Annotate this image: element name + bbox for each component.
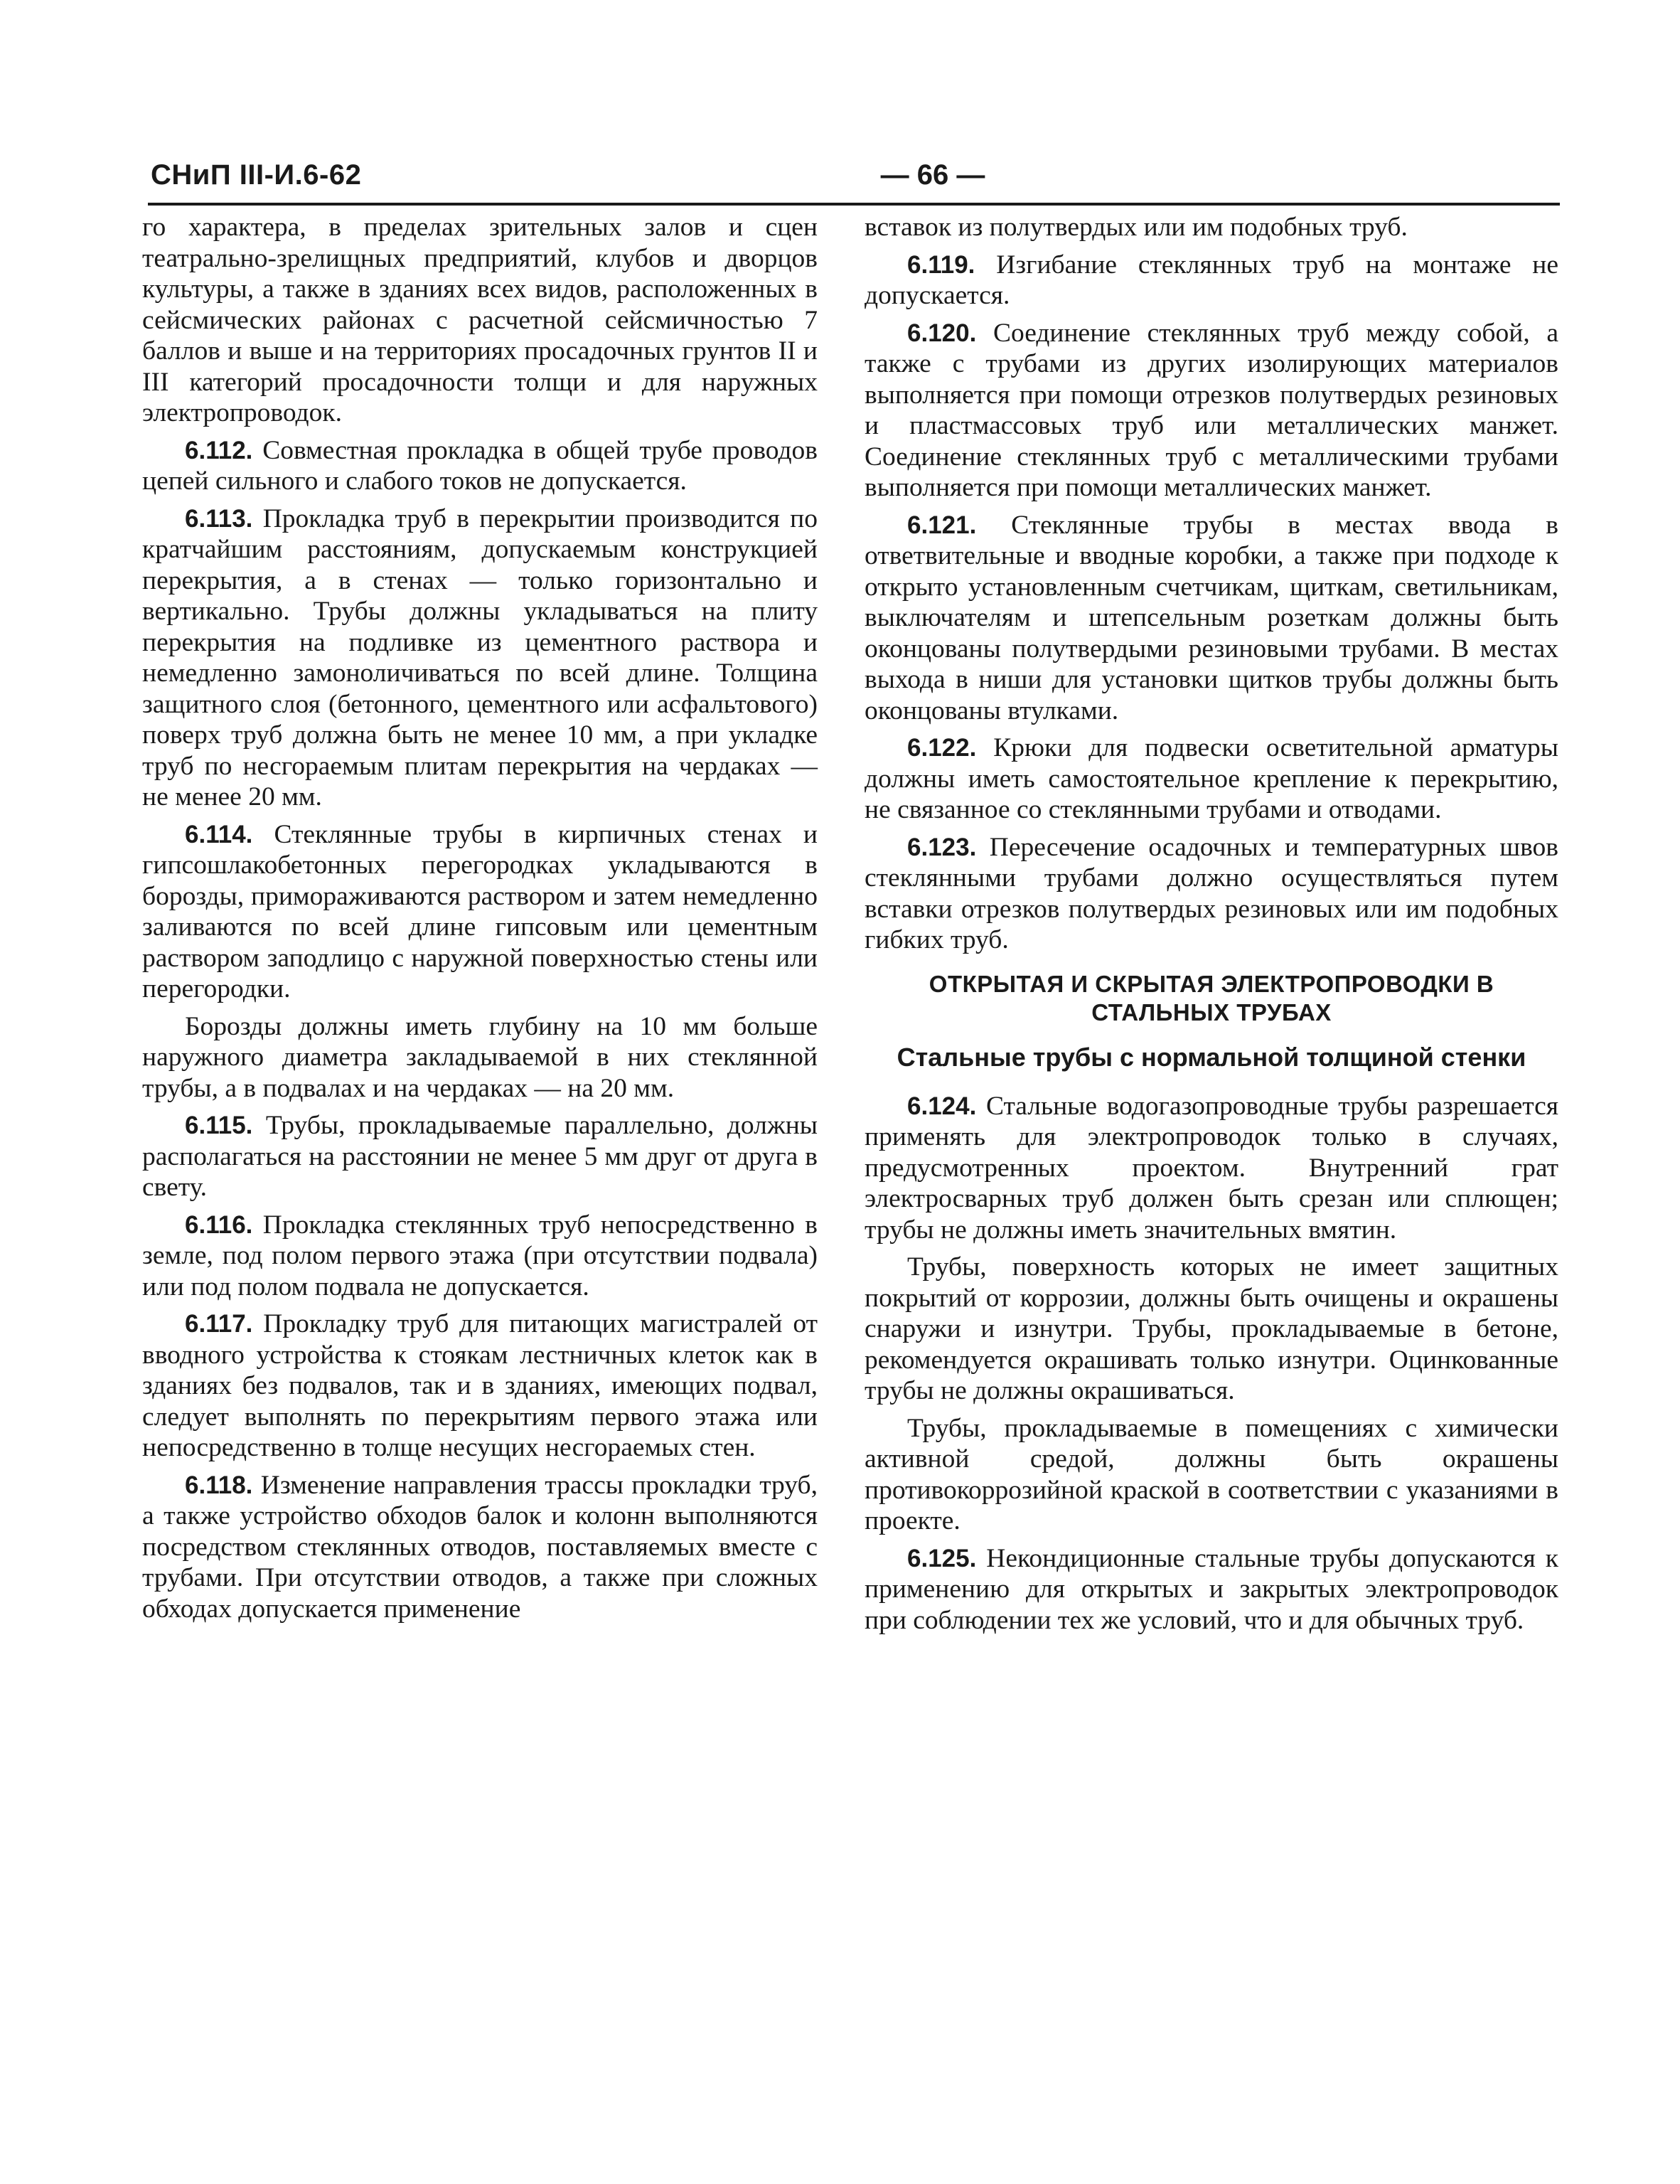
paragraph-text: го характера, в пределах зрительных залов и сцен театрально-зрелищных предприятий, клубов и дворцов культуры, а также в зданиях всех видов, расположенных в сейсмических районах с расчетной сейсмичностью 7 баллов и выше и на территориях просадочных грунтов II и III категорий просадочности толщи и для наружных электропроводок.	[142, 213, 818, 427]
clause-number: 6.120.	[907, 319, 977, 347]
section-heading: ОТКРЫТАЯ И СКРЫТАЯ ЭЛЕКТРОПРОВОДКИ В СТАЛЬНЫХ ТРУБАХ	[929, 970, 1494, 1026]
paragraph-text: Борозды должны иметь глубину на 10 мм больше наружного диаметра закладываемой в них стеклянной трубы, а в подвалах и на чердаках — на 20 мм.	[142, 1011, 818, 1103]
clause-number: 6.123.	[907, 833, 977, 861]
header-rule	[148, 203, 1560, 206]
clause-text: Некондиционные стальные трубы допускаются к применению для открытых и закрытых электропроводок при соблюдении тех же условий, что и для обычных труб.	[865, 1543, 1558, 1635]
clause-text: Трубы, прокладываемые параллельно, должны располагаться на расстоянии не менее 5 мм друг от друга в свету.	[142, 1111, 818, 1202]
paragraph-chemical	[865, 1413, 1558, 1537]
clause-6-119	[865, 250, 1558, 311]
clause-number: 6.113.	[185, 504, 253, 533]
clause-number: 6.117.	[185, 1310, 253, 1338]
clause-text: Совместная прокладка в общей трубе проводов цепей сильного и слабого токов не допускается.	[142, 435, 818, 496]
clause-6-117	[142, 1309, 818, 1464]
paragraph-text: вставок из полутвердых или им подобных труб.	[865, 213, 1408, 242]
clause-number: 6.118.	[185, 1471, 253, 1499]
clause-6-113	[142, 504, 818, 813]
clause-text: Стеклянные трубы в кирпичных стенах и гипсошлакобетонных перегородках укладываются в борозды, приморaживаются раствором и затем немедленно заливаются по всей длине гипсовым или цементным раствором заподлицо с наружной поверхностью стены или перегородки.	[142, 819, 818, 1003]
subsection-heading: Стальные трубы с нормальной толщиной стенки	[897, 1042, 1526, 1072]
paragraph-continuation	[865, 212, 1558, 243]
right-column	[865, 212, 1558, 1642]
clause-number: 6.112.	[185, 436, 253, 464]
clause-6-121	[865, 510, 1558, 727]
clause-number: 6.122.	[907, 734, 977, 762]
clause-number: 6.124.	[907, 1092, 977, 1120]
clause-number: 6.116.	[185, 1210, 253, 1239]
page-header	[151, 155, 1558, 198]
clause-6-114	[142, 819, 818, 1005]
clause-text: Пересечение осадочных и температурных швов стеклянными трубами должно осуществляться путем вставки отрезков полутвердых резиновых или им подобных гибких труб.	[865, 832, 1558, 954]
clause-text: Соединение стеклянных труб между собой, а также с трубами из других изолирующих материалов выполняется при помощи отрезков полутвердых резиновых и пластмассовых труб или металлических манжет. Соединение стеклянных труб с металлическими трубами выполняется при помощи металлических манжет.	[865, 318, 1558, 502]
paragraph-continuation	[142, 212, 818, 429]
clause-text: Стеклянные трубы в местах ввода в ответвительные и вводные коробки, а также при подходе к открыто установленным счетчикам, щиткам, светильникам, выключателям и штепсельным розеткам должны быть оконцованы полутвердыми резиновыми трубами. В местах выхода в ниши для установки щитков трубы должны быть оконцованы втулками.	[865, 510, 1559, 725]
clause-number: 6.125.	[907, 1544, 977, 1572]
paragraph-coating	[865, 1252, 1558, 1407]
paragraph-text: Трубы, прокладываемые в помещениях с химически активной средой, должны быть окрашены противокоррозийной краской в соответствии с указаниями в проекте.	[865, 1413, 1558, 1535]
paragraph-text: Трубы, поверхность которых не имеет защитных покрытий от коррозии, должны быть очищены и окрашены снаружи и изнутри. Трубы, прокладываемые в бетоне, рекомендуется окрашивать только изнутри. Оцинкованные трубы не должны окрашиваться.	[865, 1252, 1558, 1405]
clause-text: Прокладку труб для питающих магистралей от вводного устройства к стоякам лестничных клеток как в зданиях без подвалов, так и в зданиях, имеющих подвал, следует выполнять по перекрытиям первого этажа или непосредственно в толще несущих несгораемых стен.	[142, 1309, 818, 1462]
clause-text: Стальные водогазопроводные трубы разрешается применять для электропроводок только в случаях, предусмотренных проектом. Внутренний грат электросварных труб должен быть срезан или сплющен; трубы не должны иметь значительных вмятин.	[865, 1091, 1558, 1245]
clause-6-123	[865, 832, 1558, 956]
clause-number: 6.114.	[185, 820, 253, 848]
paragraph-grooves	[142, 1011, 818, 1104]
clause-6-124	[865, 1091, 1558, 1246]
clause-6-116	[142, 1210, 818, 1303]
clause-6-115	[142, 1110, 818, 1203]
left-column	[142, 212, 818, 1631]
clause-number: 6.119.	[907, 250, 975, 279]
clause-6-122	[865, 733, 1558, 826]
document-code: СНиП III-И.6-62	[151, 159, 362, 191]
clause-text: Изменение направления трассы прокладки труб, а также устройство обходов балок и колонн выполняются посредством стеклянных отводов, поставляемых вместе с трубами. При отсутствии отводов, а также при сложных обходах допускается применение	[142, 1470, 818, 1624]
clause-text: Изгибание стеклянных труб на монтаже не допускается.	[865, 250, 1559, 310]
clause-text: Прокладка труб в перекрытии производится по кратчайшим расстояниям, допускаемым конструкцией перекрытия, а в стенах — только горизонтально и вертикально. Трубы должны укладываться на плиту перекрытия на подливке из цементного раствора и немедленно замоноличиваться по всей длине. Толщина защитного слоя (бетонного, цементного или асфальтового) поверх труб должна быть не менее 10 мм, а при укладке труб по несгораемым плитам перекрытия на чердаках — не менее 20 мм.	[142, 504, 818, 811]
clause-6-112	[142, 435, 818, 497]
clause-6-120	[865, 318, 1558, 504]
clause-number: 6.121.	[907, 511, 977, 539]
clause-number: 6.115.	[185, 1112, 253, 1139]
clause-text: Крюки для подвески осветительной арматуры должны иметь самостоятельное крепление к перекрытию, не связанное со стеклянными трубами и отводами.	[865, 733, 1559, 824]
clause-text: Прокладка стеклянных труб непосредственно в земле, под полом первого этажа (при отсутствии подвала) или под полом подвала не допускается.	[142, 1210, 818, 1301]
clause-6-118	[142, 1470, 818, 1625]
clause-6-125	[865, 1543, 1558, 1636]
page-number: — 66 —	[880, 159, 985, 191]
